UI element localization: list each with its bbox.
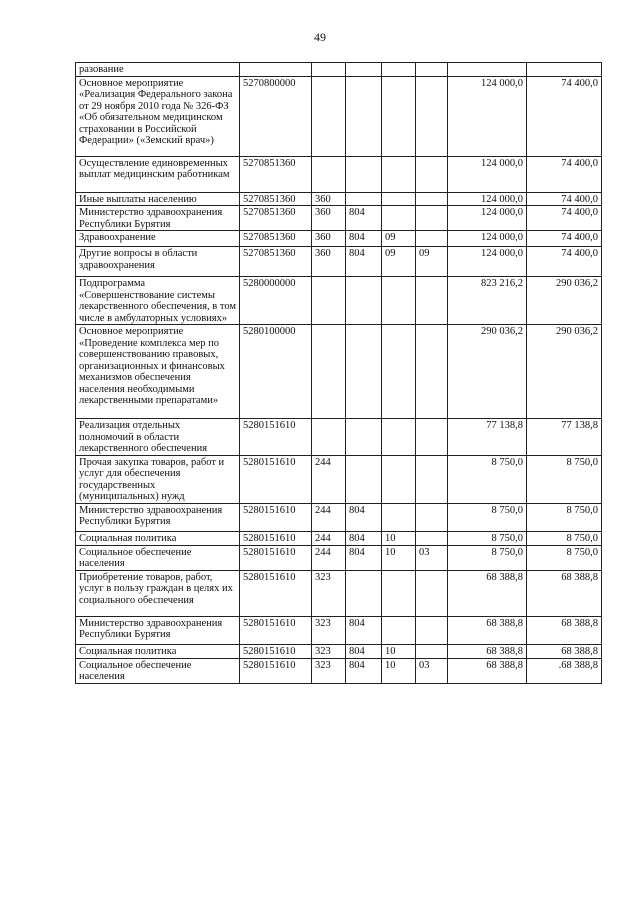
row-amount-2: .68 388,8	[527, 658, 602, 683]
row-target-code: 5280151610	[240, 616, 312, 644]
row-expense-type: 244	[312, 545, 346, 570]
row-amount-1: 290 036,2	[448, 325, 527, 419]
page-number: 49	[314, 30, 326, 44]
table-row	[76, 545, 602, 570]
row-expense-type: 360	[312, 247, 346, 277]
row-target-code: 5280151610	[240, 658, 312, 683]
row-name: Министерство здравоохранения Республики Бурятия	[76, 503, 240, 531]
row-ministry-code: 804	[346, 545, 382, 570]
row-amount-1: 8 750,0	[448, 545, 527, 570]
row-target-code: 5280151610	[240, 503, 312, 531]
row-amount-1: 124 000,0	[448, 247, 527, 277]
row-amount-1: 823 216,2	[448, 277, 527, 325]
row-amount-1: 68 388,8	[448, 658, 527, 683]
row-ministry-code: 804	[346, 616, 382, 644]
row-amount-2: 290 036,2	[527, 325, 602, 419]
row-name: Министерство здравоохранения Республики Бурятия	[76, 206, 240, 231]
row-amount-2: 290 036,2	[527, 277, 602, 325]
row-subsection	[416, 570, 448, 616]
row-amount-1: 68 388,8	[448, 644, 527, 658]
row-ministry-code	[346, 419, 382, 456]
row-name: Социальная политика	[76, 531, 240, 545]
row-name: Социальное обеспечение населения	[76, 658, 240, 683]
row-name: Основное мероприятие «Проведение комплекса мер по совершенствованию правовых, организационных и финансовых механизмов обеспечения населения необходимыми лекарственными препаратами»	[76, 325, 240, 419]
row-amount-1: 8 750,0	[448, 503, 527, 531]
row-section	[382, 419, 416, 456]
row-target-code: 5270851360	[240, 247, 312, 277]
row-target-code: 5280151610	[240, 644, 312, 658]
table-row	[76, 192, 602, 206]
row-expense-type	[312, 325, 346, 419]
row-section	[382, 206, 416, 231]
row-ministry-code	[346, 277, 382, 325]
row-subsection: 03	[416, 658, 448, 683]
row-amount-2: 77 138,8	[527, 419, 602, 456]
row-subsection	[416, 63, 448, 77]
row-target-code: 5280151610	[240, 545, 312, 570]
row-expense-type: 323	[312, 658, 346, 683]
row-ministry-code	[346, 63, 382, 77]
row-name: Здравоохранение	[76, 231, 240, 247]
budget-table-body	[76, 63, 602, 684]
row-section: 10	[382, 545, 416, 570]
row-amount-1	[448, 63, 527, 77]
row-target-code	[240, 63, 312, 77]
row-target-code: 5270851360	[240, 231, 312, 247]
row-name: Основное мероприятие «Реализация Федерального закона от 29 ноября 2010 года № 326-ФЗ «Об обязательном медицинском страховании в Российской Федерации» («Земский врач»)	[76, 76, 240, 156]
row-section: 10	[382, 644, 416, 658]
row-amount-2: 8 750,0	[527, 503, 602, 531]
row-ministry-code	[346, 325, 382, 419]
row-subsection	[416, 531, 448, 545]
row-section: 10	[382, 531, 416, 545]
row-target-code: 5280000000	[240, 277, 312, 325]
row-name: Социальное обеспечение населения	[76, 545, 240, 570]
row-subsection	[416, 325, 448, 419]
row-subsection	[416, 192, 448, 206]
row-expense-type	[312, 76, 346, 156]
row-expense-type: 244	[312, 503, 346, 531]
row-amount-2: 74 400,0	[527, 247, 602, 277]
row-section	[382, 156, 416, 192]
row-section: 09	[382, 231, 416, 247]
row-ministry-code: 804	[346, 531, 382, 545]
row-amount-2: 68 388,8	[527, 616, 602, 644]
row-subsection	[416, 644, 448, 658]
table-row	[76, 63, 602, 77]
row-amount-2: 74 400,0	[527, 192, 602, 206]
row-target-code: 5280151610	[240, 570, 312, 616]
row-amount-2: 68 388,8	[527, 570, 602, 616]
table-row	[76, 503, 602, 531]
row-expense-type	[312, 63, 346, 77]
row-section	[382, 503, 416, 531]
row-ministry-code: 804	[346, 644, 382, 658]
row-ministry-code	[346, 192, 382, 206]
row-expense-type	[312, 419, 346, 456]
row-subsection	[416, 206, 448, 231]
row-amount-1: 124 000,0	[448, 156, 527, 192]
row-amount-2: 8 750,0	[527, 455, 602, 503]
budget-table	[75, 62, 602, 684]
row-ministry-code: 804	[346, 503, 382, 531]
table-row	[76, 156, 602, 192]
row-amount-2: 8 750,0	[527, 545, 602, 570]
row-expense-type: 323	[312, 570, 346, 616]
row-name: Прочая закупка товаров, работ и услуг для обеспечения государственных (муниципальных) нужд	[76, 455, 240, 503]
row-subsection: 09	[416, 247, 448, 277]
row-subsection	[416, 419, 448, 456]
row-ministry-code	[346, 570, 382, 616]
row-amount-1: 124 000,0	[448, 192, 527, 206]
row-expense-type: 244	[312, 531, 346, 545]
row-ministry-code: 804	[346, 247, 382, 277]
table-row	[76, 616, 602, 644]
row-amount-2: 74 400,0	[527, 206, 602, 231]
row-expense-type	[312, 277, 346, 325]
row-section	[382, 76, 416, 156]
table-row	[76, 531, 602, 545]
table-row	[76, 419, 602, 456]
row-name: Реализация отдельных полномочий в области лекарственного обеспечения	[76, 419, 240, 456]
row-amount-1: 124 000,0	[448, 76, 527, 156]
row-name: Приобретение товаров, работ, услуг в пользу граждан в целях их социального обеспечения	[76, 570, 240, 616]
row-section	[382, 455, 416, 503]
row-section	[382, 325, 416, 419]
row-section: 10	[382, 658, 416, 683]
row-amount-2: 8 750,0	[527, 531, 602, 545]
row-subsection	[416, 231, 448, 247]
table-row	[76, 76, 602, 156]
row-expense-type	[312, 156, 346, 192]
row-amount-1: 68 388,8	[448, 570, 527, 616]
row-name: Иные выплаты населению	[76, 192, 240, 206]
row-amount-1: 8 750,0	[448, 455, 527, 503]
row-expense-type: 244	[312, 455, 346, 503]
row-amount-2: 74 400,0	[527, 231, 602, 247]
row-ministry-code	[346, 156, 382, 192]
row-name: Подпрограмма «Совершенствование системы лекарственного обеспечения, в том числе в амбулаторных условиях»	[76, 277, 240, 325]
row-subsection	[416, 156, 448, 192]
table-row	[76, 325, 602, 419]
row-expense-type: 323	[312, 616, 346, 644]
row-amount-2: 74 400,0	[527, 76, 602, 156]
row-expense-type: 360	[312, 231, 346, 247]
table-row	[76, 247, 602, 277]
row-section	[382, 63, 416, 77]
table-row	[76, 570, 602, 616]
row-name: Социальная политика	[76, 644, 240, 658]
row-ministry-code: 804	[346, 231, 382, 247]
row-ministry-code: 804	[346, 658, 382, 683]
row-subsection	[416, 616, 448, 644]
row-subsection	[416, 76, 448, 156]
table-row	[76, 644, 602, 658]
row-ministry-code	[346, 455, 382, 503]
table-row	[76, 455, 602, 503]
row-target-code: 5280151610	[240, 531, 312, 545]
row-expense-type: 323	[312, 644, 346, 658]
row-amount-2	[527, 63, 602, 77]
row-target-code: 5270851360	[240, 156, 312, 192]
row-target-code: 5280151610	[240, 419, 312, 456]
row-amount-1: 8 750,0	[448, 531, 527, 545]
row-name: Осуществление единовременных выплат медицинским работникам	[76, 156, 240, 192]
row-ministry-code: 804	[346, 206, 382, 231]
row-subsection	[416, 277, 448, 325]
row-section	[382, 192, 416, 206]
row-ministry-code	[346, 76, 382, 156]
table-row	[76, 231, 602, 247]
row-section: 09	[382, 247, 416, 277]
row-amount-1: 124 000,0	[448, 206, 527, 231]
table-row	[76, 206, 602, 231]
row-subsection	[416, 503, 448, 531]
row-amount-1: 68 388,8	[448, 616, 527, 644]
row-subsection: 03	[416, 545, 448, 570]
row-section	[382, 616, 416, 644]
table-row	[76, 277, 602, 325]
row-name: Министерство здравоохранения Республики Бурятия	[76, 616, 240, 644]
row-amount-1: 77 138,8	[448, 419, 527, 456]
row-subsection	[416, 455, 448, 503]
row-amount-1: 124 000,0	[448, 231, 527, 247]
row-amount-2: 74 400,0	[527, 156, 602, 192]
row-section	[382, 570, 416, 616]
row-name: Другие вопросы в области здравоохранения	[76, 247, 240, 277]
row-section	[382, 277, 416, 325]
row-amount-2: 68 388,8	[527, 644, 602, 658]
row-target-code: 5280151610	[240, 455, 312, 503]
row-expense-type: 360	[312, 206, 346, 231]
row-expense-type: 360	[312, 192, 346, 206]
table-row	[76, 658, 602, 683]
row-target-code: 5270851360	[240, 192, 312, 206]
row-target-code: 5280100000	[240, 325, 312, 419]
row-target-code: 5270800000	[240, 76, 312, 156]
row-target-code: 5270851360	[240, 206, 312, 231]
row-name: разование	[76, 63, 240, 77]
